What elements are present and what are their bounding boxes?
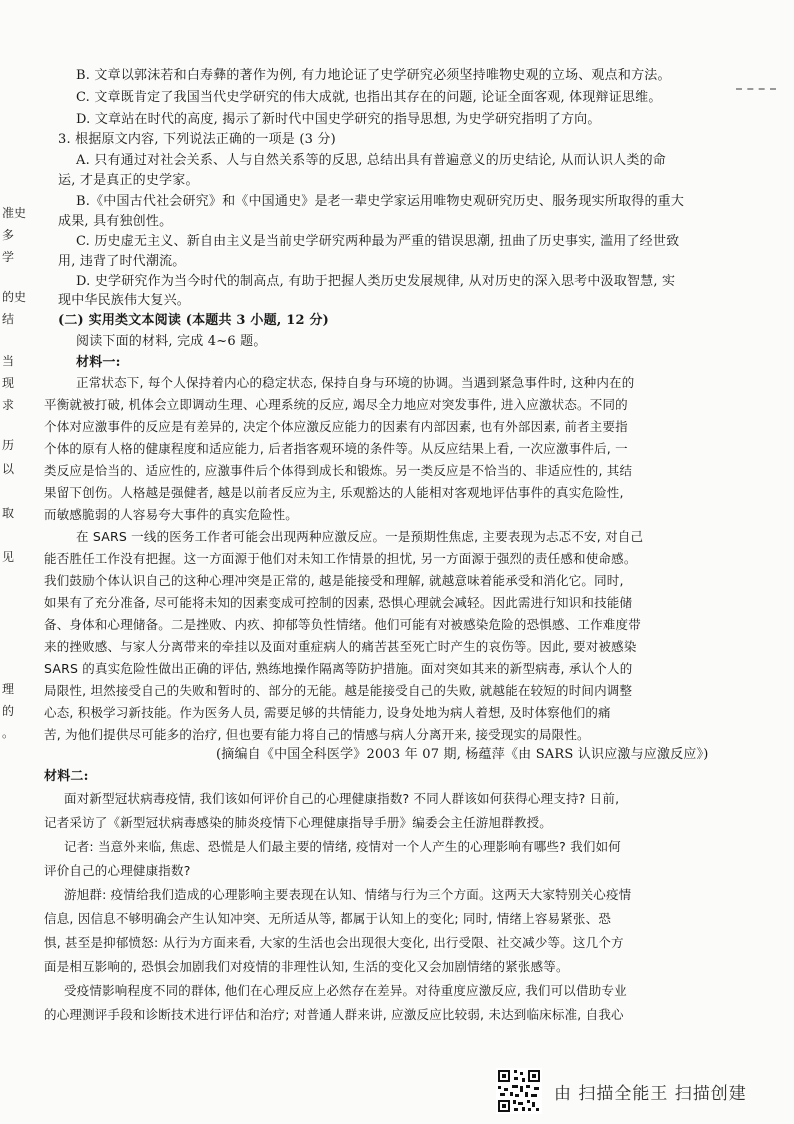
margin-fragment: 见 bbox=[2, 550, 15, 564]
margin-fragment: 取 bbox=[2, 506, 15, 520]
paragraph-line: 个体对应激事件的反应是有差异的, 决定个体应激反应能力的因素有内部因素, 也有外部因素, 前者主要指 bbox=[44, 419, 628, 434]
paragraph-line: 平衡就被打破, 机体会立即调动生理、心理系统的反应, 竭尽全力地应对突发事件, 进入应激状态。不同的 bbox=[44, 397, 628, 412]
margin-fragment: 的 bbox=[2, 704, 15, 718]
margin-fragment: 以 bbox=[2, 462, 15, 476]
margin-fragment: 结 bbox=[2, 312, 15, 326]
paragraph-line: 苦, 为他们提供尽可能多的治疗, 但也要有能力将自己的情感与病人分离开来, 接受现实的局限性。 bbox=[44, 727, 590, 742]
q3-option-c: C. 历史虚无主义、新自由主义是当前史学研究两种最为严重的错误思潮, 扭曲了历史事实, 滥用了经世致 bbox=[76, 234, 680, 249]
q3-option-b: B.《中国古代社会研究》和《中国通史》是老一辈史学家运用唯物史观研究历史、服务现实所取得的重大 bbox=[76, 194, 685, 209]
option-d-line: D. 文章站在时代的高度, 揭示了新时代中国史学研究的指导思想, 为史学研究指明了方向。 bbox=[76, 112, 601, 127]
q3-option-d-cont: 现中华民族伟大复兴。 bbox=[58, 293, 191, 308]
option-c-line: C. 文章既肯定了我国当代史学研究的伟大成就, 也指出其存在的问题, 论证全面客观, 体现辩证思维。 bbox=[76, 90, 662, 105]
question-3: 3. 根据原文内容, 下列说法正确的一项是 (3 分) bbox=[58, 132, 336, 147]
reading-instruction: 阅读下面的材料, 完成 4~6 题。 bbox=[76, 334, 267, 349]
paragraph-line: 心态, 积极学习新技能。作为医务人员, 需要足够的共情能力, 设身处地为病人着想, 及时体察他们的痛 bbox=[44, 705, 611, 720]
q3-option-a: A. 只有通过对社会关系、人与自然关系等的反思, 总结出具有普遍意义的历史结论, 从而认识人类的命 bbox=[76, 153, 666, 168]
paragraph-line: 的心理测评手段和诊断技术进行评估和治疗; 对普通人群来讲, 应激反应比较弱, 未达到临床标准, 自我心 bbox=[44, 1007, 624, 1022]
paragraph-line: 面是相互影响的, 恐惧会加剧我们对疫情的非理性认知, 生活的变化又会加剧情绪的紧张感等。 bbox=[44, 959, 569, 974]
paragraph-line: SARS 的真实危险性做出正确的评估, 熟练地操作隔离等防护措施。面对突如其来的新型病毒, 承认个人的 bbox=[44, 661, 633, 676]
qr-code-icon bbox=[496, 1068, 542, 1114]
margin-fragment: 当 bbox=[2, 354, 15, 368]
paragraph-line: 果留下创伤。人格越是强健者, 越是以前者反应为主, 乐观豁达的人能相对客观地评估事件的真实危险性, bbox=[44, 485, 624, 500]
paragraph-line: 在 SARS 一线的医务工作者可能会出现两种应激反应。一是预期性焦虑, 主要表现为忐忑不安, 对自己 bbox=[76, 529, 644, 544]
section-heading: (二) 实用类文本阅读 (本题共 3 小题, 12 分) bbox=[58, 313, 330, 328]
q3-option-d: D. 史学研究作为当今时代的制高点, 有助于把握人类历史发展规律, 从对历史的深入思考中汲取智慧, 实 bbox=[76, 274, 676, 289]
paragraph-line: 个体的原有人格的健康程度和适应能力, 后者指客观环境的条件等。从反应结果上看, 一次应激事件后, 一 bbox=[44, 441, 628, 456]
margin-fragment: 准史 bbox=[2, 206, 27, 220]
paragraph-line: 正常状态下, 每个人保持着内心的稳定状态, 保持自身与环境的协调。当遇到紧急事件时, 这种内在的 bbox=[76, 375, 635, 390]
paragraph-line: 惧, 甚至是抑郁愤怒: 从行为方面来看, 大家的生活也会出现很大变化, 出行受限、社交减少等。这几个方 bbox=[44, 935, 624, 950]
paragraph-line: 评价自己的心理健康指数? bbox=[44, 863, 191, 878]
paragraph-line: 局限性, 坦然接受自己的失败和暂时的、部分的无能。越是能接受自己的失败, 就越能在较短的时间内调整 bbox=[44, 683, 633, 698]
material-one-label: 材料一: bbox=[76, 355, 121, 370]
margin-fragment: 历 bbox=[2, 438, 15, 452]
paragraph-line: 类反应是恰当的、适应性的, 应激事件后个体得到成长和锻炼。另一类反应是不恰当的、非适应性的, 其结 bbox=[44, 463, 633, 478]
edge-dash-mark bbox=[736, 88, 776, 90]
paragraph-line: 我们鼓励个体认识自己的这种心理冲突是正常的, 越是能接受和理解, 就越意味着能承受和消化它。同时, bbox=[44, 573, 624, 588]
margin-fragment: 理 bbox=[2, 682, 15, 696]
margin-fragment: 多 bbox=[2, 228, 15, 242]
paragraph-line: 而敏感脆弱的人容易夸大事件的真实危险性。 bbox=[44, 507, 299, 522]
paragraph-line: 记者采访了《新型冠状病毒感染的肺炎疫情下心理健康指导手册》编委会主任游旭群教授。 bbox=[44, 815, 553, 830]
margin-fragment: 现 bbox=[2, 376, 15, 390]
paragraph-line: 备、身体和心理储备。二是挫败、内疚、抑郁等负性情绪。他们可能有对被感染危险的恐惧感、工作难度带 bbox=[44, 617, 641, 632]
paragraph-line: 面对新型冠状病毒疫情, 我们该如何评价自己的心理健康指数? 不同人群该如何获得心理支持? 日前, bbox=[64, 791, 620, 806]
scanner-watermark bbox=[496, 1068, 747, 1114]
source-citation: (摘编自《中国全科医学》2003 年 07 期, 杨蕴萍《由 SARS 认识应激与应激反应》) bbox=[216, 747, 709, 762]
paragraph-line: 来的挫败感、与家人分离带来的牵挂以及面对重症病人的痛苦甚至死亡时产生的哀伤等。因此, 要对被感染 bbox=[44, 639, 637, 654]
q3-option-c-cont: 用, 违背了时代潮流。 bbox=[58, 254, 186, 269]
paragraph-line: 游旭群: 疫情给我们造成的心理影响主要表现在认知、情绪与行为三个方面。这两天大家特别关心疫情 bbox=[64, 887, 632, 902]
paragraph-line: 记者: 当意外来临, 焦虑、恐慌是人们最主要的情绪, 疫情对一个人产生的心理影响有哪些? 我们如何 bbox=[64, 839, 621, 854]
margin-fragment: 学 bbox=[2, 250, 15, 264]
paragraph-line: 受疫情影响程度不同的群体, 他们在心理反应上必然存在差异。对待重度应激反应, 我们可以借助专业 bbox=[64, 983, 627, 998]
margin-fragment: 求 bbox=[2, 398, 15, 412]
paragraph-line: 信息, 因信息不够明确会产生认知冲突、无所适从等, 都属于认知上的变化; 同时, 情绪上容易紧张、恐 bbox=[44, 911, 612, 926]
watermark-text: 由 扫描全能王 扫描创建 bbox=[554, 1083, 747, 1104]
margin-fragment: 的史 bbox=[2, 290, 27, 304]
paragraph-line: 能否胜任工作没有把握。这一方面源于他们对未知工作情景的担忧, 另一方面源于强烈的责任感和使命感。 bbox=[44, 551, 637, 566]
option-b-line: B. 文章以郭沫若和白寿彝的著作为例, 有力地论证了史学研究必须坚持唯物史观的立场、观点和方法。 bbox=[76, 68, 671, 83]
paragraph-line: 如果有了充分准备, 尽可能将未知的因素变成可控制的因素, 恐惧心理就会减轻。因此需进行知识和技能储 bbox=[44, 595, 633, 610]
q3-option-b-cont: 成果, 具有独创性。 bbox=[58, 214, 173, 229]
q3-option-a-cont: 运, 才是真正的史学家。 bbox=[58, 173, 199, 188]
material-two-label: 材料二: bbox=[44, 769, 89, 784]
margin-fragment: 。 bbox=[2, 726, 15, 740]
